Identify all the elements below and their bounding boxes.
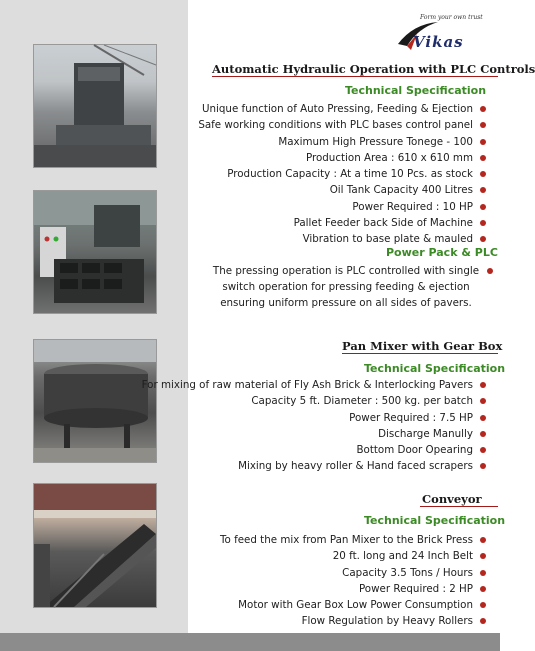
list-item: Motor with Gear Box Low Power Consumption xyxy=(220,597,486,613)
spec-list-hydraulic xyxy=(198,101,486,248)
footer-bar xyxy=(0,633,500,651)
bullet-icon xyxy=(480,586,486,592)
bullet-icon xyxy=(480,139,486,145)
list-item: Unique function of Auto Pressing, Feeding & Ejection xyxy=(198,101,486,117)
bullet-icon xyxy=(480,570,486,576)
bullet-icon xyxy=(480,447,486,453)
bullet-icon xyxy=(480,187,486,193)
tech-spec-heading: Technical Specification xyxy=(364,514,506,527)
pan-mixer-photo xyxy=(33,339,157,463)
list-item: 20 ft. long and 24 Inch Belt xyxy=(220,548,486,564)
section-title-hydraulic: Automatic Hydraulic Operation with PLC Controls xyxy=(212,62,535,76)
power-pack-paragraph: The pressing operation is PLC controlled with single switch operation for pressing feeding & ejection ensuring uniform pressure on all sides of pavers. xyxy=(206,263,486,311)
bullet-icon xyxy=(480,602,486,608)
tech-spec-heading: Technical Specification xyxy=(345,84,487,97)
hydraulic-press-photo xyxy=(33,44,157,168)
section-rule xyxy=(212,76,498,77)
bullet-icon xyxy=(480,553,486,559)
bullet-icon xyxy=(480,463,486,469)
section-title-conveyor: Conveyor xyxy=(422,492,482,506)
list-item: Power Required : 7.5 HP xyxy=(142,410,486,426)
bullet-icon xyxy=(480,236,486,242)
bullet-icon xyxy=(487,268,493,274)
bullet-icon xyxy=(480,106,486,112)
list-item: Maximum High Pressure Tonege - 100 xyxy=(198,134,486,150)
list-item: For mixing of raw material of Fly Ash Brick & Interlocking Pavers xyxy=(142,377,486,393)
bullet-icon xyxy=(480,204,486,210)
list-item: Safe working conditions with PLC bases control panel xyxy=(198,117,486,133)
section-rule xyxy=(420,506,498,507)
bullet-icon xyxy=(480,415,486,421)
bullet-icon xyxy=(480,618,486,624)
brand-tagline: Form your own trust xyxy=(420,14,483,21)
bullet-icon xyxy=(480,155,486,161)
list-item: Power Required : 10 HP xyxy=(198,199,486,215)
tech-spec-heading: Technical Specification xyxy=(364,362,506,375)
list-item: Capacity 3.5 Tons / Hours xyxy=(220,565,486,581)
list-item: Pallet Feeder back Side of Machine xyxy=(198,215,486,231)
bullet-icon xyxy=(480,398,486,404)
spec-list-conveyor xyxy=(220,532,486,630)
bullet-icon xyxy=(480,122,486,128)
power-pack-plc-photo xyxy=(33,190,157,314)
list-item: Capacity 5 ft. Diameter : 500 kg. per batch xyxy=(142,393,486,409)
section-title-pan-mixer: Pan Mixer with Gear Box xyxy=(342,339,503,353)
list-item: Vibration to base plate & mauled xyxy=(198,231,486,247)
spec-list-pan-mixer xyxy=(142,377,486,475)
list-item: Flow Regulation by Heavy Rollers xyxy=(220,613,486,629)
list-item: Mixing by heavy roller & Hand faced scrapers xyxy=(142,458,486,474)
bullet-icon xyxy=(480,171,486,177)
bullet-icon xyxy=(480,537,486,543)
list-item: Production Capacity : At a time 10 Pcs. as stock xyxy=(198,166,486,182)
list-item: Power Required : 2 HP xyxy=(220,581,486,597)
bullet-icon xyxy=(480,431,486,437)
bullet-icon xyxy=(480,220,486,226)
list-item: Oil Tank Capacity 400 Litres xyxy=(198,182,486,198)
section-rule xyxy=(342,353,498,354)
list-item: To feed the mix from Pan Mixer to the Brick Press xyxy=(220,532,486,548)
bullet-icon xyxy=(480,382,486,388)
list-item: Production Area : 610 x 610 mm xyxy=(198,150,486,166)
list-item: Bottom Door Opearing xyxy=(142,442,486,458)
brand-logo-text: Vikas xyxy=(413,33,464,51)
power-pack-heading: Power Pack & PLC xyxy=(386,246,498,259)
conveyor-photo xyxy=(33,483,157,608)
list-item: Discharge Manully xyxy=(142,426,486,442)
